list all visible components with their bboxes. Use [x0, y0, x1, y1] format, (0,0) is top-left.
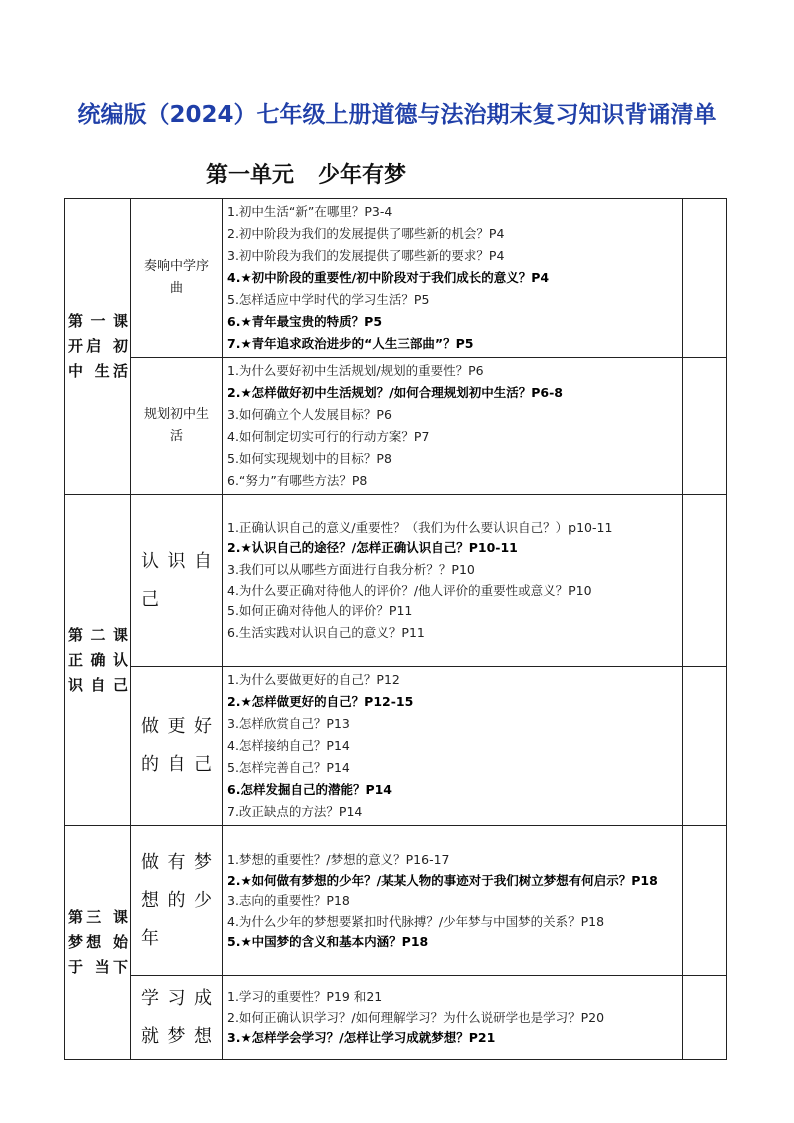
- question-item: 2.★如何做有梦想的少年？/某某人物的事迹对于我们树立梦想有何启示？P18: [227, 872, 658, 888]
- table-row: [65, 495, 727, 667]
- question-list: [223, 667, 683, 826]
- question-item: 4.如何制定切实可行的行动方案？P7: [227, 429, 430, 444]
- question-item: 4.为什么少年的梦想要紧扣时代脉搏？/少年梦与中国梦的关系？P18: [227, 913, 605, 929]
- question-item: 1.初中生活“新”在哪里？P3-4: [227, 204, 393, 219]
- frame-cell: 做有梦 想的少年: [131, 826, 223, 976]
- blank-cell: [683, 199, 727, 358]
- table-row: [65, 826, 727, 976]
- frame-cell: 规划初中生活: [131, 358, 223, 495]
- blank-cell: [683, 358, 727, 495]
- question-item: 1.正确认识自己的意义/重要性？（我们为什么要认识自己？）p10-11: [227, 519, 613, 535]
- question-item: 4.为什么要正确对待他人的评价？/他人评价的重要性或意义？P10: [227, 582, 592, 598]
- question-item: 2.★怎样做好初中生活规划？/如何合理规划初中生活？P6-8: [227, 385, 563, 400]
- question-item: 5.怎样适应中学时代的学习生活？P5: [227, 292, 430, 307]
- blank-cell: [683, 826, 727, 976]
- question-item: 6.怎样发掘自己的潜能？P14: [227, 782, 393, 797]
- question-item: 6.生活实践对认识自己的意义？P11: [227, 624, 425, 640]
- question-item: 3.志向的重要性？P18: [227, 892, 350, 908]
- table-row: [65, 358, 727, 495]
- document-title: 统编版（2024）七年级上册道德与法治期末复习知识背诵清单: [77, 102, 717, 128]
- question-list: [223, 199, 683, 358]
- question-list: [223, 976, 683, 1060]
- lesson-cell-2: 第二课 正确认 识自己: [65, 495, 131, 826]
- question-item: 4.怎样接纳自己？P14: [227, 738, 350, 753]
- lesson-cell-3: 第三 课 梦想 始 于 当下: [65, 826, 131, 1060]
- blank-cell: [683, 976, 727, 1060]
- question-item: 6.“努力”有哪些方法？P8: [227, 473, 368, 488]
- question-item: 1.学习的重要性？P19 和21: [227, 989, 383, 1004]
- question-item: 6.★青年最宝贵的特质？P5: [227, 314, 383, 329]
- question-item: 5.如何正确对待他人的评价？P11: [227, 602, 413, 618]
- question-item: 5.★中国梦的含义和基本内涵？P18: [227, 933, 429, 949]
- question-item: 3.初中阶段为我们的发展提供了哪些新的要求？P4: [227, 248, 505, 263]
- question-item: 2.★怎样做更好的自己？P12-15: [227, 694, 414, 709]
- question-item: 5.怎样完善自己？P14: [227, 760, 350, 775]
- table-row: [65, 976, 727, 1060]
- question-item: 1.为什么要做更好的自己？P12: [227, 672, 400, 687]
- question-item: 3.我们可以从哪些方面进行自我分析？？P10: [227, 561, 475, 577]
- frame-cell: 做更好 的自己: [131, 667, 223, 826]
- table-row: [65, 667, 727, 826]
- question-item: 4.★初中阶段的重要性/初中阶段对于我们成长的意义？P4: [227, 270, 550, 285]
- question-list: [223, 826, 683, 976]
- question-item: 2.★认识自己的途径？/怎样正确认识自己？P10-11: [227, 539, 518, 555]
- blank-cell: [683, 495, 727, 667]
- unit-number: 第一单元: [206, 162, 295, 188]
- table-row: [65, 199, 727, 358]
- frame-cell: 学习成 就梦想: [131, 976, 223, 1060]
- question-item: 7.改正缺点的方法？P14: [227, 804, 363, 819]
- unit-heading: [206, 158, 406, 189]
- review-outline-table: [64, 198, 727, 1060]
- question-item: 3.怎样欣赏自己？P13: [227, 716, 350, 731]
- lesson-cell-1: 第一课 开启 初 中 生活: [65, 199, 131, 495]
- question-item: 7.★青年追求政治进步的“人生三部曲”？P5: [227, 336, 474, 351]
- question-item: 3.★怎样学会学习？/怎样让学习成就梦想？P21: [227, 1030, 496, 1045]
- question-item: 2.如何正确认识学习？/如何理解学习？为什么说研学也是学习？P20: [227, 1010, 605, 1025]
- question-item: 1.为什么要好初中生活规划/规划的重要性？P6: [227, 363, 484, 378]
- unit-name: 少年有梦: [318, 162, 407, 188]
- question-list: [223, 358, 683, 495]
- frame-cell: 认识自己: [131, 495, 223, 667]
- frame-cell: 奏响中学序曲: [131, 199, 223, 358]
- blank-cell: [683, 667, 727, 826]
- question-item: 2.初中阶段为我们的发展提供了哪些新的机会？P4: [227, 226, 505, 241]
- question-item: 5.如何实现规划中的目标？P8: [227, 451, 392, 466]
- question-item: 3.如何确立个人发展目标？P6: [227, 407, 392, 422]
- question-list: [223, 495, 683, 667]
- question-item: 1.梦想的重要性？/梦想的意义？P16-17: [227, 851, 450, 867]
